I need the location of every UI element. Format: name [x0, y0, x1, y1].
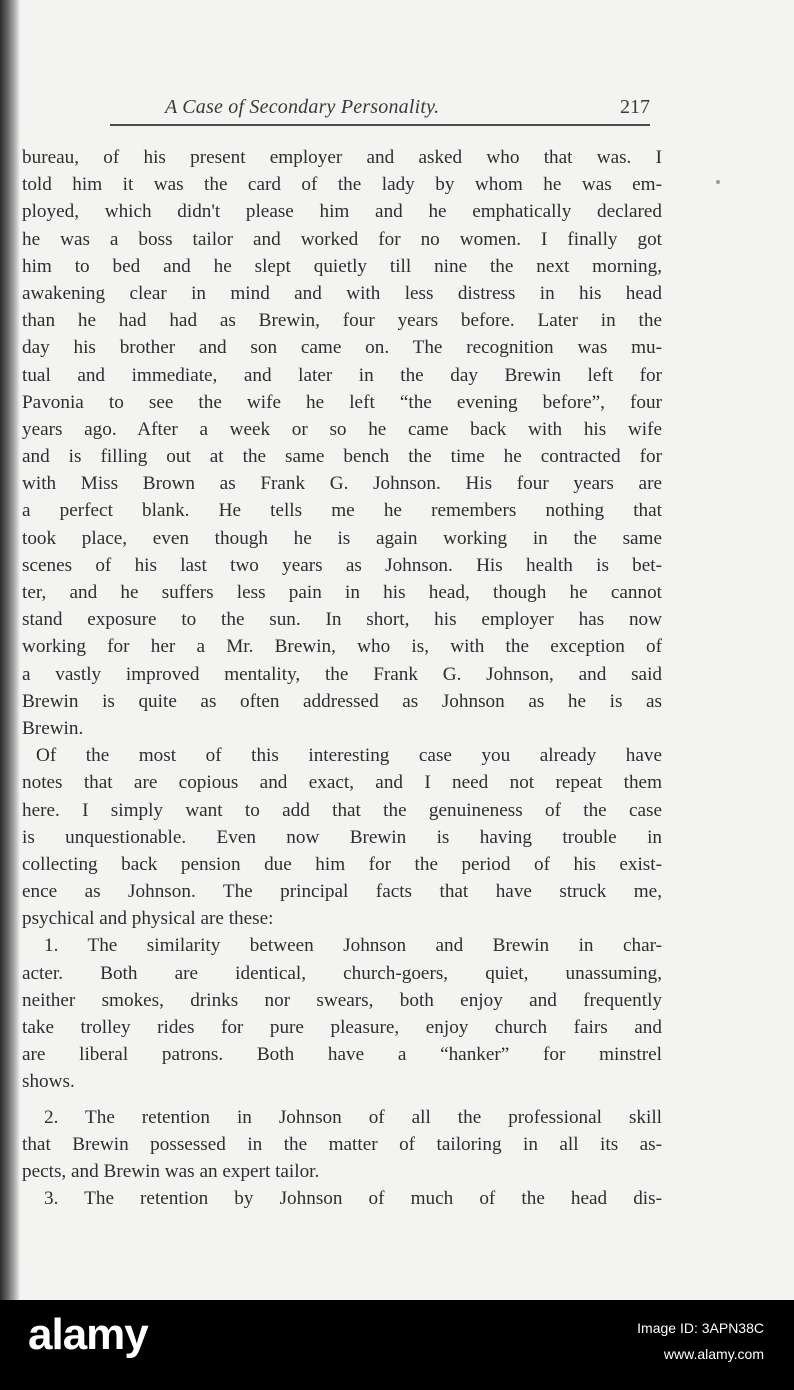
- text-line: than he had had as Brewin, four years before. Later in the: [22, 310, 662, 332]
- alamy-logo: alamy: [28, 1310, 148, 1359]
- text-line: psychical and physical are these:: [22, 908, 274, 930]
- text-line: Pavonia to see the wife he left “the evening before”, four: [22, 391, 662, 413]
- text-line: 1. The similarity between Johnson and Brewin in char-: [44, 935, 662, 957]
- running-title: A Case of Secondary Personality.: [165, 96, 440, 118]
- text-line: he was a boss tailor and worked for no women. I finally got: [22, 228, 662, 250]
- text-line: Brewin is quite as often addressed as Johnson as he is as: [22, 690, 662, 712]
- text-line: Of the most of this interesting case you already have: [36, 745, 662, 767]
- text-line: a vastly improved mentality, the Frank G. Johnson, and said: [22, 663, 662, 685]
- text-line: bureau, of his present employer and asked who that was. I: [22, 147, 662, 168]
- book-spine-shadow: [0, 0, 20, 1300]
- text-line: 3. The retention by Johnson of much of the head dis-: [44, 1188, 662, 1210]
- text-line: stand exposure to the sun. In short, his employer has now: [22, 609, 662, 631]
- text-line: acter. Both are identical, church-goers, quiet, unassuming,: [22, 962, 662, 984]
- text-line: notes that are copious and exact, and I need not repeat them: [22, 772, 662, 794]
- speck: [716, 180, 720, 184]
- text-line: a perfect blank. He tells me he remembers nothing that: [22, 500, 662, 522]
- body-text: [22, 144, 662, 1212]
- text-line: shows.: [22, 1071, 75, 1093]
- text-line: Brewin.: [22, 717, 84, 739]
- text-line: neither smokes, drinks nor swears, both enjoy and frequently: [22, 989, 662, 1011]
- text-line: pects, and Brewin was an expert tailor.: [22, 1160, 320, 1182]
- text-line: awakening clear in mind and with less distress in his head: [22, 282, 662, 304]
- page-number: 217: [620, 96, 650, 118]
- text-line: and is filling out at the same bench the time he contracted for: [22, 446, 662, 468]
- text-line: are liberal patrons. Both have a “hanker” for minstrel: [22, 1044, 662, 1066]
- text-line: 2. The retention in Johnson of all the professional skill: [44, 1106, 662, 1128]
- page-header: [20, 96, 660, 126]
- text-line: ence as Johnson. The principal facts that have struck me,: [22, 881, 662, 903]
- text-line: collecting back pension due him for the period of his exist-: [22, 853, 662, 875]
- text-line: day his brother and son came on. The recognition was mu-: [22, 337, 662, 359]
- watermark-footer: [0, 1300, 794, 1390]
- text-line: that Brewin possessed in the matter of tailoring in all its as-: [22, 1133, 662, 1155]
- text-line: took place, even though he is again working in the same: [22, 527, 662, 549]
- text-line: with Miss Brown as Frank G. Johnson. His four years are: [22, 473, 662, 495]
- site-url: www.alamy.com: [663, 1346, 764, 1362]
- text-line: here. I simply want to add that the genuineness of the case: [22, 799, 662, 821]
- text-line: ployed, which didn't please him and he emphatically declared: [22, 201, 662, 223]
- text-line: him to bed and he slept quietly till nine the next morning,: [22, 255, 662, 277]
- text-line: years ago. After a week or so he came back with his wife: [22, 418, 662, 440]
- header-rule: [110, 124, 650, 126]
- text-line: tual and immediate, and later in the day Brewin left for: [22, 364, 662, 386]
- text-line: told him it was the card of the lady by whom he was em-: [22, 174, 662, 196]
- image-id: Image ID: 3APN38C: [637, 1320, 764, 1336]
- text-line: scenes of his last two years as Johnson. His health is bet-: [22, 554, 662, 576]
- text-line: ter, and he suffers less pain in his head, though he cannot: [22, 582, 662, 603]
- text-line: working for her a Mr. Brewin, who is, with the exception of: [22, 636, 662, 658]
- text-line: take trolley rides for pure pleasure, enjoy church fairs and: [22, 1017, 662, 1038]
- text-line: is unquestionable. Even now Brewin is having trouble in: [22, 826, 662, 848]
